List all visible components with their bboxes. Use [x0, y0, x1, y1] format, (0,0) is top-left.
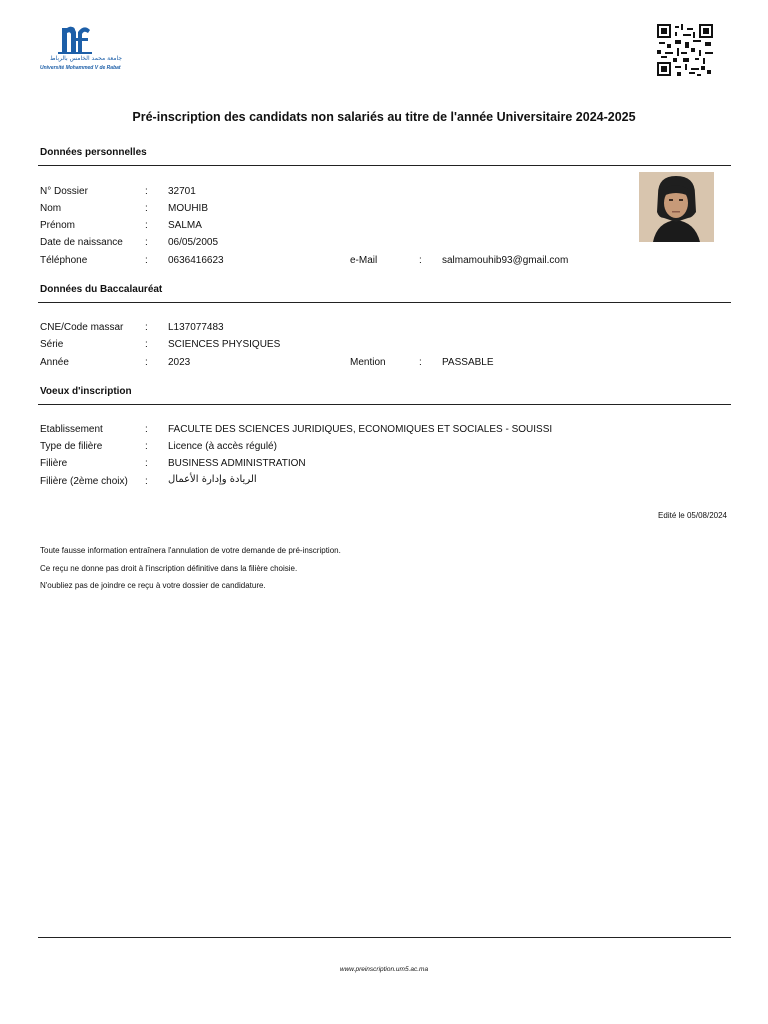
email-label: e-Mail [350, 255, 378, 266]
prenom-value: SALMA [168, 220, 202, 231]
filiere2-value: الريادة وإدارة الأعمال [168, 474, 257, 485]
serie-label: Série [40, 339, 64, 350]
footer-url: www.preinscription.um5.ac.ma [339, 966, 429, 973]
dossier-label: N° Dossier [40, 186, 88, 197]
colon: : [145, 476, 148, 487]
filiere2-label: Filière (2ème choix) [40, 476, 128, 487]
section-voeux-heading: Voeux d'inscription [40, 386, 132, 397]
annee-value: 2023 [168, 357, 191, 368]
colon: : [145, 220, 148, 231]
page-title: Pré-inscription des candidats non salariés au titre de l'année Universitaire 2024-2025 [132, 110, 636, 124]
colon: : [145, 441, 148, 452]
qr-code [657, 24, 713, 76]
section-divider [38, 165, 731, 166]
type-filiere-value: Licence (à accès régulé) [168, 441, 277, 452]
colon: : [145, 458, 148, 469]
logo-french-text: Université Mohammed V de Rabat [40, 65, 121, 71]
edit-date: Edité le 05/08/2024 [658, 511, 727, 520]
etablissement-value: FACULTE DES SCIENCES JURIDIQUES, ECONOMIQUES ET SOCIALES - SOUISSI [168, 424, 553, 435]
colon: : [145, 186, 148, 197]
colon: : [419, 357, 422, 368]
naissance-label: Date de naissance [40, 237, 123, 248]
mention-value: PASSABLE [442, 357, 494, 368]
email-value: salmamouhib93@gmail.com [442, 255, 569, 266]
etablissement-label: Etablissement [40, 424, 103, 435]
colon: : [145, 357, 148, 368]
cne-label: CNE/Code massar [40, 322, 124, 333]
colon: : [145, 203, 148, 214]
colon: : [145, 339, 148, 350]
logo-arabic-text: جامعة محمد الخامس بالرباط [50, 55, 123, 62]
annee-label: Année [40, 357, 69, 368]
notice-line: Ce reçu ne donne pas droit à l'inscription définitive dans la filière choisie. [40, 564, 298, 573]
colon: : [419, 255, 422, 266]
footer-divider [38, 937, 731, 938]
section-divider [38, 302, 731, 303]
colon: : [145, 322, 148, 333]
type-filiere-label: Type de filière [40, 441, 103, 452]
nom-value: MOUHIB [168, 203, 208, 214]
filiere-value: BUSINESS ADMINISTRATION [168, 458, 306, 469]
serie-value: SCIENCES PHYSIQUES [168, 339, 281, 350]
cne-value: L137077483 [168, 322, 224, 333]
notice-line: N'oubliez pas de joindre ce reçu à votre dossier de candidature. [40, 581, 266, 590]
colon: : [145, 237, 148, 248]
section-personal-heading: Données personnelles [40, 147, 147, 158]
mention-label: Mention [350, 357, 386, 368]
notice-line: Toute fausse information entraînera l'annulation de votre demande de pré-inscription. [40, 546, 341, 555]
candidate-photo [639, 172, 714, 242]
prenom-label: Prénom [40, 220, 76, 231]
filiere-label: Filière [40, 458, 68, 469]
section-divider [38, 404, 731, 405]
colon: : [145, 255, 148, 266]
telephone-value: 0636416623 [168, 255, 224, 266]
dossier-value: 32701 [168, 186, 196, 197]
nom-label: Nom [40, 203, 62, 214]
section-bac-heading: Données du Baccalauréat [40, 284, 163, 295]
naissance-value: 06/05/2005 [168, 237, 219, 248]
colon: : [145, 424, 148, 435]
telephone-label: Téléphone [40, 255, 88, 266]
